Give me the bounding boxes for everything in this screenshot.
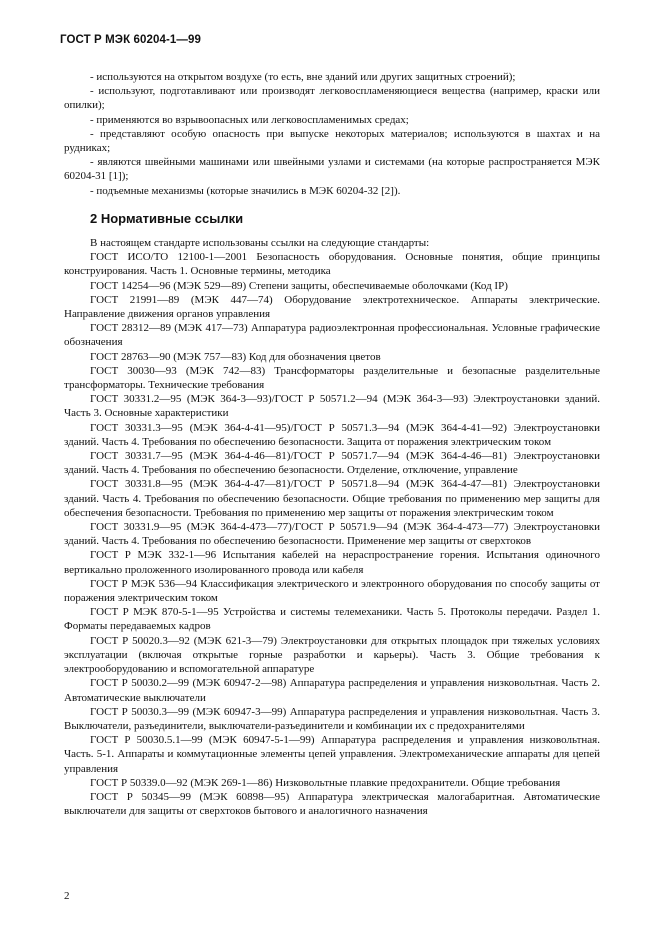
- intro-list: [64, 70, 600, 198]
- reference-item: ГОСТ 28763—90 (МЭК 757—83) Код для обозначения цветов: [90, 350, 381, 363]
- reference-item: ГОСТ 28312—89 (МЭК 417—73) Аппаратура радиоэлектронная профессиональная. Условные графические обозначения: [64, 322, 600, 349]
- reference-item: ГОСТ 30331.2—95 (МЭК 364-3—93)/ГОСТ Р 50571.2—94 (МЭК 364-3—93) Электроустановки зданий. Часть 3. Основные характеристики: [64, 393, 600, 420]
- page-number: 2: [64, 890, 70, 902]
- reference-item: ГОСТ Р 50020.3—92 (МЭК 621-3—79) Электроустановки для открытых площадок при тяжелых условиях эксплуатации (включая открытые горные разработки и карьеры). Часть 3. Общие требования к электрооборудованию и вспомогательной аппаратуре: [64, 634, 600, 676]
- reference-item: ГОСТ ИСО/ТО 12100-1—2001 Безопасность оборудования. Основные понятия, общие принципы конструирования. Часть 1. Основные термины, методика: [64, 251, 600, 278]
- running-header: ГОСТ Р МЭК 60204-1—99: [60, 34, 201, 46]
- list-item: - применяются во взрывоопасных или легковоспламенимых средах;: [90, 113, 409, 126]
- list-item: - используются на открытом воздухе (то есть, вне зданий или других защитных строений);: [90, 71, 516, 83]
- reference-item: ГОСТ Р МЭК 870-5-1—95 Устройства и системы телемеханики. Часть 5. Протоколы передачи. Раздел 1. Форматы передаваемых кадров: [64, 606, 600, 633]
- reference-item: ГОСТ Р 50339.0—92 (МЭК 269-1—86) Низковольтные плавкие предохранители. Общие требования: [90, 776, 561, 789]
- reference-item: ГОСТ 30030—93 (МЭК 742—83) Трансформаторы разделительные и безопасные разделительные трансформаторы. Технические требования: [64, 364, 600, 392]
- references-list: [64, 236, 600, 818]
- reference-item: ГОСТ Р 50030.2—99 (МЭК 60947-2—98) Аппаратура распределения и управления низковольтная. Часть 2. Автоматические выключатели: [64, 677, 600, 704]
- reference-item: ГОСТ 30331.7—95 (МЭК 364-4-46—81)/ГОСТ Р 50571.7—94 (МЭК 364-4-46—81) Электроустановки зданий. Часть 4. Требования по обеспечению безопасности. Отделение, отключение, управление: [64, 450, 600, 477]
- section-intro: В настоящем стандарте использованы ссылки на следующие стандарты:: [90, 237, 430, 249]
- reference-item: ГОСТ Р МЭК 536—94 Классификация электрического и электронного оборудования по способу защиты от поражения электрическим током: [64, 577, 600, 605]
- reference-item: ГОСТ Р 50030.5.1—99 (МЭК 60947-5-1—99) Аппаратура распределения и управления низковольтная. Часть. 5-1. Аппараты и коммутационные элементы цепей управления. Электромеханические аппараты для цепей управления: [64, 734, 600, 775]
- list-item: - подъемные механизмы (которые значились в МЭК 60204-32 [2]).: [90, 184, 401, 197]
- reference-item: ГОСТ Р 50030.3—99 (МЭК 60947-3—99) Аппаратура распределения и управления низковольтная. Часть 3. Выключатели, разъединители, выключатели-разъединители и комбинации их с предохранителями: [64, 705, 600, 732]
- reference-item: ГОСТ 30331.9—95 (МЭК 364-4-473—77)/ГОСТ Р 50571.9—94 (МЭК 364-4-473—77) Электроустановки зданий. Часть 4. Требования по обеспечению безопасности. Применение мер защиты от сверхтоков: [64, 521, 600, 548]
- reference-item: ГОСТ 30331.3—95 (МЭК 364-4-41—95)/ГОСТ Р 50571.3—94 (МЭК 364-4-41—92) Электроустановки зданий. Часть 4. Требования по обеспечению безопасности. Защита от поражения электрическим током: [64, 421, 600, 448]
- list-item: - используют, подготавливают или производят легковоспламеняющиеся вещества (например, краски или опилки);: [64, 85, 600, 112]
- reference-item: ГОСТ Р МЭК 332-1—96 Испытания кабелей на нераспространение горения. Испытания одиночного вертикально проложенного изолированного провода или кабеля: [64, 549, 600, 576]
- list-item: - представляют особую опасность при выпуске некоторых материалов; используются в шахтах и на рудниках;: [64, 127, 600, 155]
- list-item: - являются швейными машинами или швейными узлами и системами (на которые распространяется МЭК 60204-31 [1]);: [64, 156, 600, 183]
- reference-item: ГОСТ 30331.8—95 (МЭК 364-4-47—81)/ГОСТ Р 50571.8—94 (МЭК 364-4-47—81) Электроустановки зданий. Часть 4. Требования по обеспечению безопасности. Общие требования по применению мер защиты для обеспечения безопасности. Требования по применению мер защиты от поражения электрическим током: [64, 478, 600, 519]
- reference-item: ГОСТ 21991—89 (МЭК 447—74) Оборудование электротехническое. Аппараты электрические. Направление движения органов управления: [64, 293, 600, 321]
- section-title: 2 Нормативные ссылки: [90, 211, 244, 226]
- reference-item: ГОСТ Р 50345—99 (МЭК 60898—95) Аппаратура электрическая малогабаритная. Автоматические выключатели для защиты от сверхтоков бытового и аналогичного назначения: [64, 790, 600, 818]
- reference-item: ГОСТ 14254—96 (МЭК 529—89) Степени защиты, обеспечиваемые оболочками (Код IP): [90, 279, 508, 292]
